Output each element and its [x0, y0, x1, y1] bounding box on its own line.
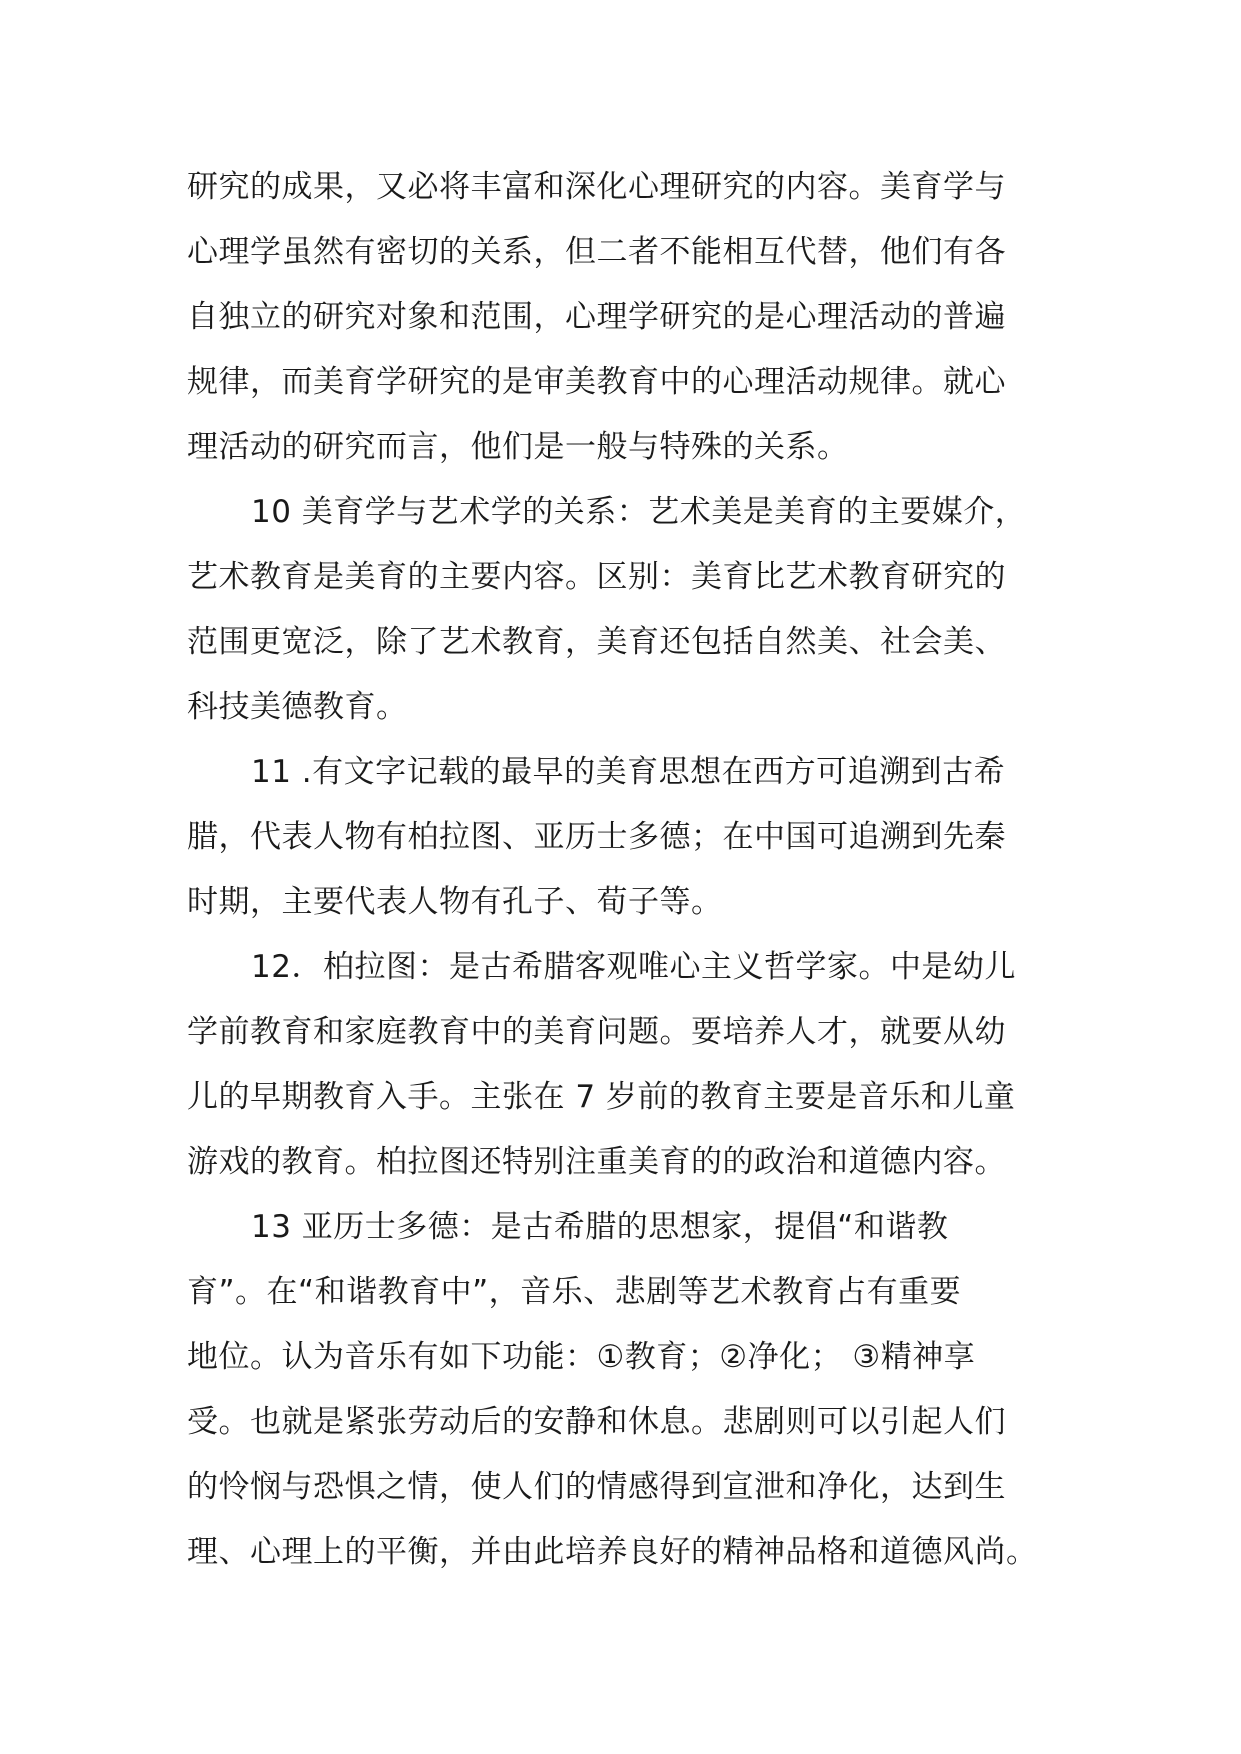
- text-line: 艺术教育是美育的主要内容。区别：美育比艺术教育研究的: [187, 559, 1006, 595]
- text-line: 的怜悯与恐惧之情，使人们的情感得到宣泄和净化，达到生: [187, 1469, 1006, 1505]
- text-line: 范围更宽泛，除了艺术教育，美育还包括自然美、社会美、: [187, 624, 1006, 660]
- text-line: 规律，而美育学研究的是审美教育中的心理活动规律。就心: [187, 364, 1006, 400]
- paragraph-13-start: 13 亚历士多德：是古希腊的思想家，提倡“和谐教: [251, 1209, 949, 1245]
- text-line: 理、心理上的平衡，并由此培养良好的精神品格和道德风尚。: [187, 1534, 1038, 1570]
- text-line: 科技美德教育。: [187, 689, 408, 725]
- paragraph-12-start: 12．柏拉图：是古希腊客观唯心主义哲学家。中是幼儿: [251, 949, 1016, 985]
- text-line: 心理学虽然有密切的关系，但二者不能相互代替，他们有各: [187, 234, 1006, 270]
- text-line: 游戏的教育。柏拉图还特别注重美育的的政治和道德内容。: [187, 1144, 1006, 1180]
- body-text: [187, 155, 1055, 1585]
- text-line: 腊，代表人物有柏拉图、亚历士多德；在中国可追溯到先秦: [187, 819, 1006, 855]
- text-line: 时期，主要代表人物有孔子、荀子等。: [187, 884, 723, 920]
- text-line: 地位。认为音乐有如下功能：①教育；②净化； ③精神享: [187, 1339, 976, 1375]
- text-line: 研究的成果，又必将丰富和深化心理研究的内容。美育学与: [187, 169, 1006, 205]
- text-line: 育”。在“和谐教育中”，音乐、悲剧等艺术教育占有重要: [187, 1274, 962, 1310]
- text-line: 儿的早期教育入手。主张在 7 岁前的教育主要是音乐和儿童: [187, 1079, 1016, 1115]
- text-line: 理活动的研究而言，他们是一般与特殊的关系。: [187, 429, 849, 465]
- paragraph-11-start: 11 .有文字记载的最早的美育思想在西方可追溯到古希: [251, 754, 1006, 790]
- paragraph-10-start: 10 美育学与艺术学的关系：艺术美是美育的主要媒介，: [251, 494, 1027, 530]
- text-line: 受。也就是紧张劳动后的安静和休息。悲剧则可以引起人们: [187, 1404, 1006, 1440]
- text-line: 学前教育和家庭教育中的美育问题。要培养人才，就要从幼: [187, 1014, 1006, 1050]
- text-line: 自独立的研究对象和范围，心理学研究的是心理活动的普遍: [187, 299, 1006, 335]
